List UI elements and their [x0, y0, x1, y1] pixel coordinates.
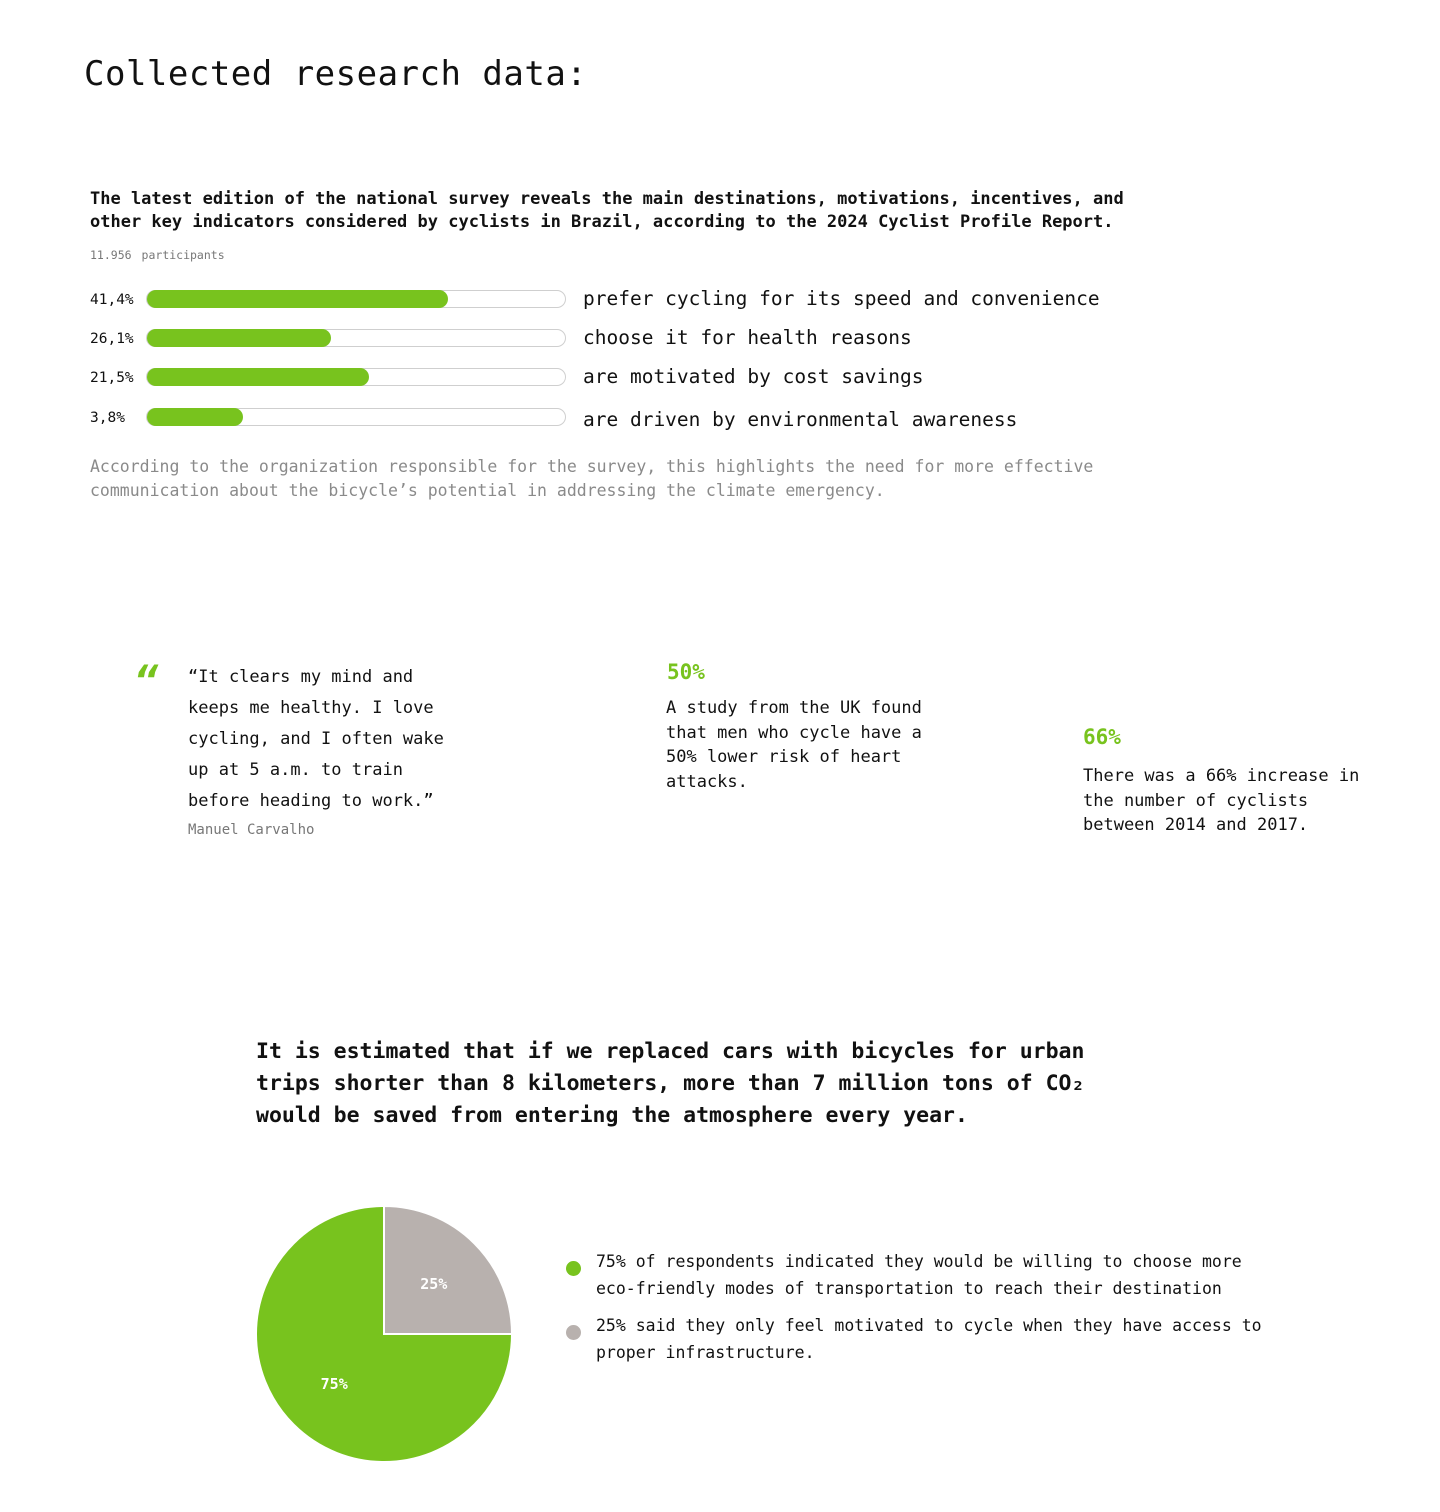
participants-number: 11.956 [90, 248, 132, 262]
bar-fill [147, 368, 369, 386]
bar-value-label: 26,1% [90, 331, 134, 347]
quote-author: Manuel Carvalho [188, 822, 315, 838]
page-title: Collected research data: [84, 54, 588, 94]
bar-track [146, 290, 566, 308]
legend-dot [566, 1261, 581, 1276]
bar-value-label: 41,4% [90, 292, 134, 308]
stat-description: There was a 66% increase in the number of cyclists between 2014 and 2017. [1083, 766, 1360, 835]
legend-text: 75% of respondents indicated they would be willing to choose more eco-friendly modes of transportation to reach their destination [596, 1252, 1242, 1298]
pie-slice-label: 75% [320, 1374, 348, 1393]
bar-row [90, 408, 1190, 430]
bar-value-label: 21,5% [90, 370, 134, 386]
bar-row [90, 287, 1190, 312]
bar-row [90, 365, 1190, 390]
bar-track [146, 408, 566, 426]
bar-category-label: prefer cycling for its speed and convenience [583, 287, 1100, 310]
pie-slice-label: 25% [420, 1275, 448, 1294]
bar-category-label: are driven by environmental awareness [583, 408, 1018, 431]
bar-category-label: choose it for health reasons [583, 326, 912, 349]
participants-label: participants [141, 248, 225, 262]
bar-track [146, 368, 566, 386]
bar-fill [147, 290, 448, 308]
bar-fill [147, 408, 243, 426]
stat-value: 50% [667, 660, 705, 684]
bar-track [146, 329, 566, 347]
bar-row [90, 326, 1190, 351]
pie-chart [250, 1200, 520, 1470]
stat-description: A study from the UK found that men who cycle have a 50% lower risk of heart attacks. [666, 698, 922, 792]
bar-category-label: are motivated by cost savings [583, 365, 924, 388]
legend-dot [566, 1325, 581, 1340]
co2-heading: It is estimated that if we replaced cars with bicycles for urban trips shorter than 8 kilometers, more than 7 million tons of CO₂ would be saved from entering the atmosphere every year. [256, 1039, 1085, 1128]
survey-footnote: According to the organization responsible for the survey, this highlights the need for more effective communication about the bicycle’s potential in addressing the climate emergency. [90, 457, 1094, 500]
testimonial-quote: “It clears my mind and keeps me healthy. I love cycling, and I often wake up at 5 a.m. to train before heading to work.” [188, 667, 444, 811]
survey-intro: The latest edition of the national survey reveals the main destinations, motivations, incentives, and other key indicators considered by cyclists in Brazil, according to the 2024 Cyclist Profile Report. [90, 189, 1124, 232]
quote-mark-icon: “ [134, 659, 159, 705]
bar-value-label: 3,8% [90, 410, 125, 426]
bar-fill [147, 329, 331, 347]
stat-value: 66% [1083, 725, 1121, 749]
legend-text: 25% said they only feel motivated to cycle when they have access to proper infrastructure. [596, 1316, 1262, 1362]
participants-count [90, 248, 225, 262]
pie-slice [384, 1206, 512, 1334]
